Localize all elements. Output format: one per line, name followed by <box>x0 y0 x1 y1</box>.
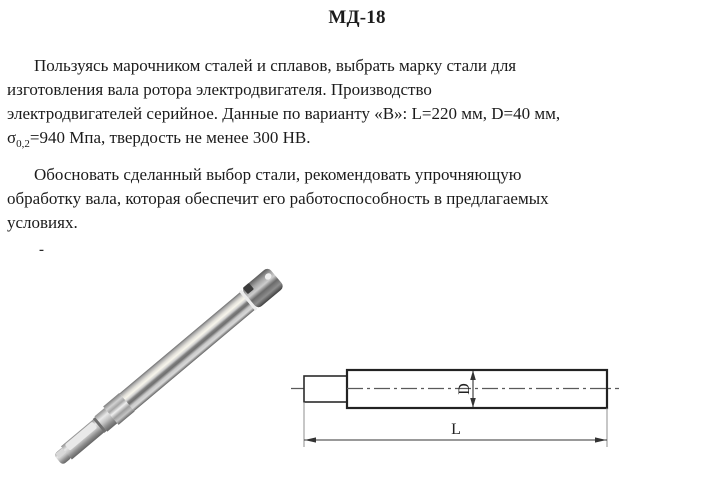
text-line: Пользуясь марочником сталей и сплавов, выбрать марку стали для <box>34 56 517 75</box>
shaft-photo-body <box>50 267 285 470</box>
sigma-symbol: σ <box>7 128 17 147</box>
diameter-dimension-label: D <box>456 383 473 395</box>
text-line: условиях. <box>7 213 78 232</box>
task-paragraph-2 <box>7 163 689 235</box>
text-line: Обосновать сделанный выбор стали, рекомендовать упрочняющую <box>34 165 522 184</box>
stray-dash-mark: - <box>39 242 44 258</box>
shaft-photo <box>28 250 300 492</box>
text-line-sigma <box>7 126 689 156</box>
sigma-subscript: 0,2 <box>16 138 30 150</box>
text-line: обработку вала, которая обеспечит его работоспособность в предлагаемых <box>7 189 549 208</box>
shaft-main-body <box>120 292 255 411</box>
drawing-small-step <box>304 376 347 402</box>
length-arrow-right <box>595 437 607 442</box>
length-dimension-label: L <box>451 421 461 438</box>
text-line: изготовления вала ротора электродвигателя. Производство <box>7 80 432 99</box>
text-line: электродвигателей серийное. Данные по варианту «В»: L=220 мм, D=40 мм, <box>7 104 561 123</box>
shaft-drawing <box>283 353 633 465</box>
task-paragraph-1 <box>7 54 689 156</box>
length-arrow-left <box>305 437 317 442</box>
sigma-rest: =940 Мпа, твердость не менее 300 НВ. <box>29 128 311 147</box>
page-title: МД-18 <box>328 7 386 28</box>
